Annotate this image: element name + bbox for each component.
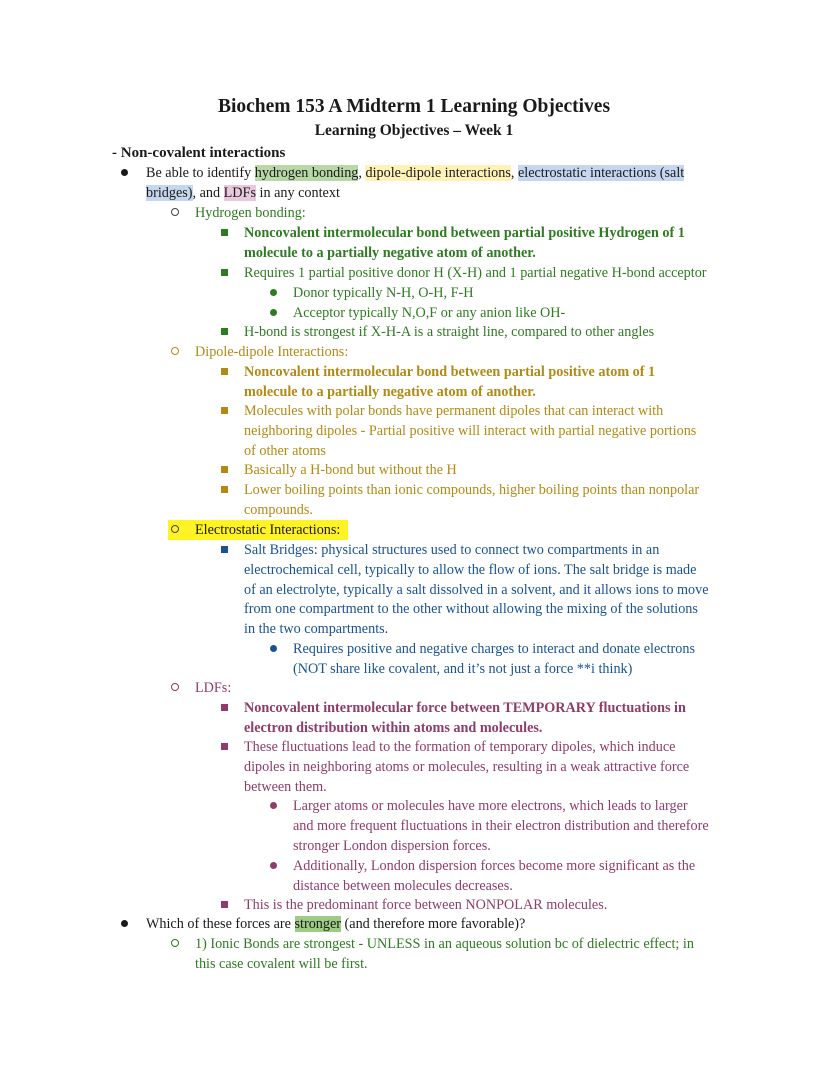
hbond-donor: Donor typically N-H, O-H, F-H <box>293 285 474 301</box>
dipole-polar-1: Molecules with polar bonds have permanent dipoles that can interact with <box>244 403 664 419</box>
hbond-requires: Requires 1 partial positive donor H (X-H) and 1 partial negative H-bond acceptor <box>244 265 707 281</box>
ring-bullet-icon <box>171 678 179 698</box>
square-bullet-icon <box>221 401 228 421</box>
ldf-larger-3: stronger London dispersion forces. <box>293 838 491 854</box>
page-title: Biochem 153 A Midterm 1 Learning Objectives <box>217 96 611 117</box>
highlight-stronger: stronger <box>294 916 341 932</box>
ldf-additionally-1: Additionally, London dispersion forces become more significant as the <box>293 858 696 874</box>
ldf-predominant: This is the predominant force between NONPOLAR molecules. <box>244 897 608 913</box>
square-bullet-icon <box>221 362 228 382</box>
ring-bullet-icon <box>171 934 179 954</box>
dipole-boiling-2: compounds. <box>244 502 313 518</box>
dipole-def-1: Noncovalent intermolecular bond between partial positive atom of 1 <box>244 364 656 380</box>
bullet-dot-icon <box>270 796 277 816</box>
square-bullet-icon <box>221 737 228 757</box>
electro-heading: Electrostatic Interactions: <box>195 522 341 538</box>
which-ionic-1: 1) Ionic Bonds are strongest - UNLESS in an aqueous solution bc of dielectric effect; in <box>195 936 694 952</box>
bullet-dot-icon <box>270 283 277 303</box>
ldf-fluct-3: between them. <box>244 779 327 795</box>
ring-bullet-icon <box>171 342 179 362</box>
bullet-dot-icon <box>121 163 128 183</box>
bullet-dot-icon <box>270 856 277 876</box>
hbond-def-2: molecule to a partially negative atom of another. <box>244 245 536 261</box>
square-bullet-icon <box>221 480 228 500</box>
bullet-dot-icon <box>270 303 277 323</box>
ldf-larger-2: and more frequent fluctuations in their electron distribution and therefore <box>293 818 709 834</box>
hbond-def-1: Noncovalent intermolecular bond between partial positive Hydrogen of 1 <box>244 225 685 241</box>
ldf-def-1: Noncovalent intermolecular force between TEMPORARY fluctuations in <box>244 700 686 716</box>
bullet-dot-icon <box>121 914 128 934</box>
electro-salt-3: of an electrolyte, typically a salt dissolved in a solvent, and it allows ions to move <box>244 582 709 598</box>
ldf-fluct-2: dipoles in neighboring atoms or molecules, resulting in a weak attractive force <box>244 759 690 775</box>
highlight-ldfs: LDFs <box>223 185 256 201</box>
square-bullet-icon <box>221 540 228 560</box>
square-bullet-icon <box>221 460 228 480</box>
square-bullet-icon <box>221 223 228 243</box>
square-bullet-icon <box>221 895 228 915</box>
section-heading: - Non-covalent interactions <box>112 145 286 161</box>
electro-salt-2: electrochemical cell, typically to allow the flow of ions. The salt bridge is made <box>244 562 697 578</box>
ring-bullet-icon <box>171 203 179 223</box>
electro-salt-5: in the two compartments. <box>244 621 389 637</box>
dipole-polar-3: of other atoms <box>244 443 326 459</box>
ldf-def-2: electron distribution within atoms and molecules. <box>244 720 543 736</box>
highlight-electrostatic: electrostatic interactions (salt <box>517 165 685 181</box>
dipole-def-2: molecule to a partially negative atom of another. <box>244 384 536 400</box>
ldf-fluct-1: These fluctuations lead to the formation of temporary dipoles, which induce <box>244 739 676 755</box>
ldf-additionally-2: distance between molecules decreases. <box>293 878 513 894</box>
ldf-larger-1: Larger atoms or molecules have more electrons, which leads to larger <box>293 798 688 814</box>
ldf-heading: LDFs: <box>195 680 232 696</box>
page-subtitle: Learning Objectives – Week 1 <box>314 122 514 139</box>
ring-bullet-icon <box>171 520 179 540</box>
bullet-dot-icon <box>270 639 277 659</box>
electro-salt-4: from one compartment to the other without allowing the mixing of the solutions <box>244 601 698 617</box>
dipole-basically: Basically a H-bond but without the H <box>244 462 457 478</box>
intro-line-1: Be able to identify hydrogen bonding, dipole-dipole interactions, electrostatic interactions (salt <box>146 165 685 181</box>
square-bullet-icon <box>221 322 228 342</box>
highlight-dipole-dipole: dipole-dipole interactions <box>365 165 511 181</box>
square-bullet-icon <box>221 263 228 283</box>
square-bullet-icon <box>221 698 228 718</box>
highlight-hydrogen-bonding: hydrogen bonding <box>254 165 359 181</box>
hbond-heading: Hydrogen bonding: <box>195 205 306 221</box>
dipole-boiling-1: Lower boiling points than ionic compounds, higher boiling points than nonpolar <box>244 482 700 498</box>
dipole-polar-2: neighboring dipoles - Partial positive will interact with partial negative portions <box>244 423 697 439</box>
intro-line-2: bridges), and LDFs in any context <box>146 185 340 201</box>
hbond-strongest: H-bond is strongest if X-H-A is a straight line, compared to other angles <box>244 324 655 340</box>
which-ionic-2: this case covalent will be first. <box>195 956 368 972</box>
which-question: Which of these forces are stronger (and therefore more favorable)? <box>146 916 526 932</box>
electro-requires-2: (NOT share like covalent, and it’s not just a force **i think) <box>293 661 633 677</box>
electro-salt-1: Salt Bridges: physical structures used to connect two compartments in an <box>244 542 660 558</box>
electro-requires-1: Requires positive and negative charges to interact and donate electrons <box>293 641 695 657</box>
hbond-acceptor: Acceptor typically N,O,F or any anion like OH- <box>293 305 566 321</box>
dipole-heading: Dipole-dipole Interactions: <box>195 344 349 360</box>
